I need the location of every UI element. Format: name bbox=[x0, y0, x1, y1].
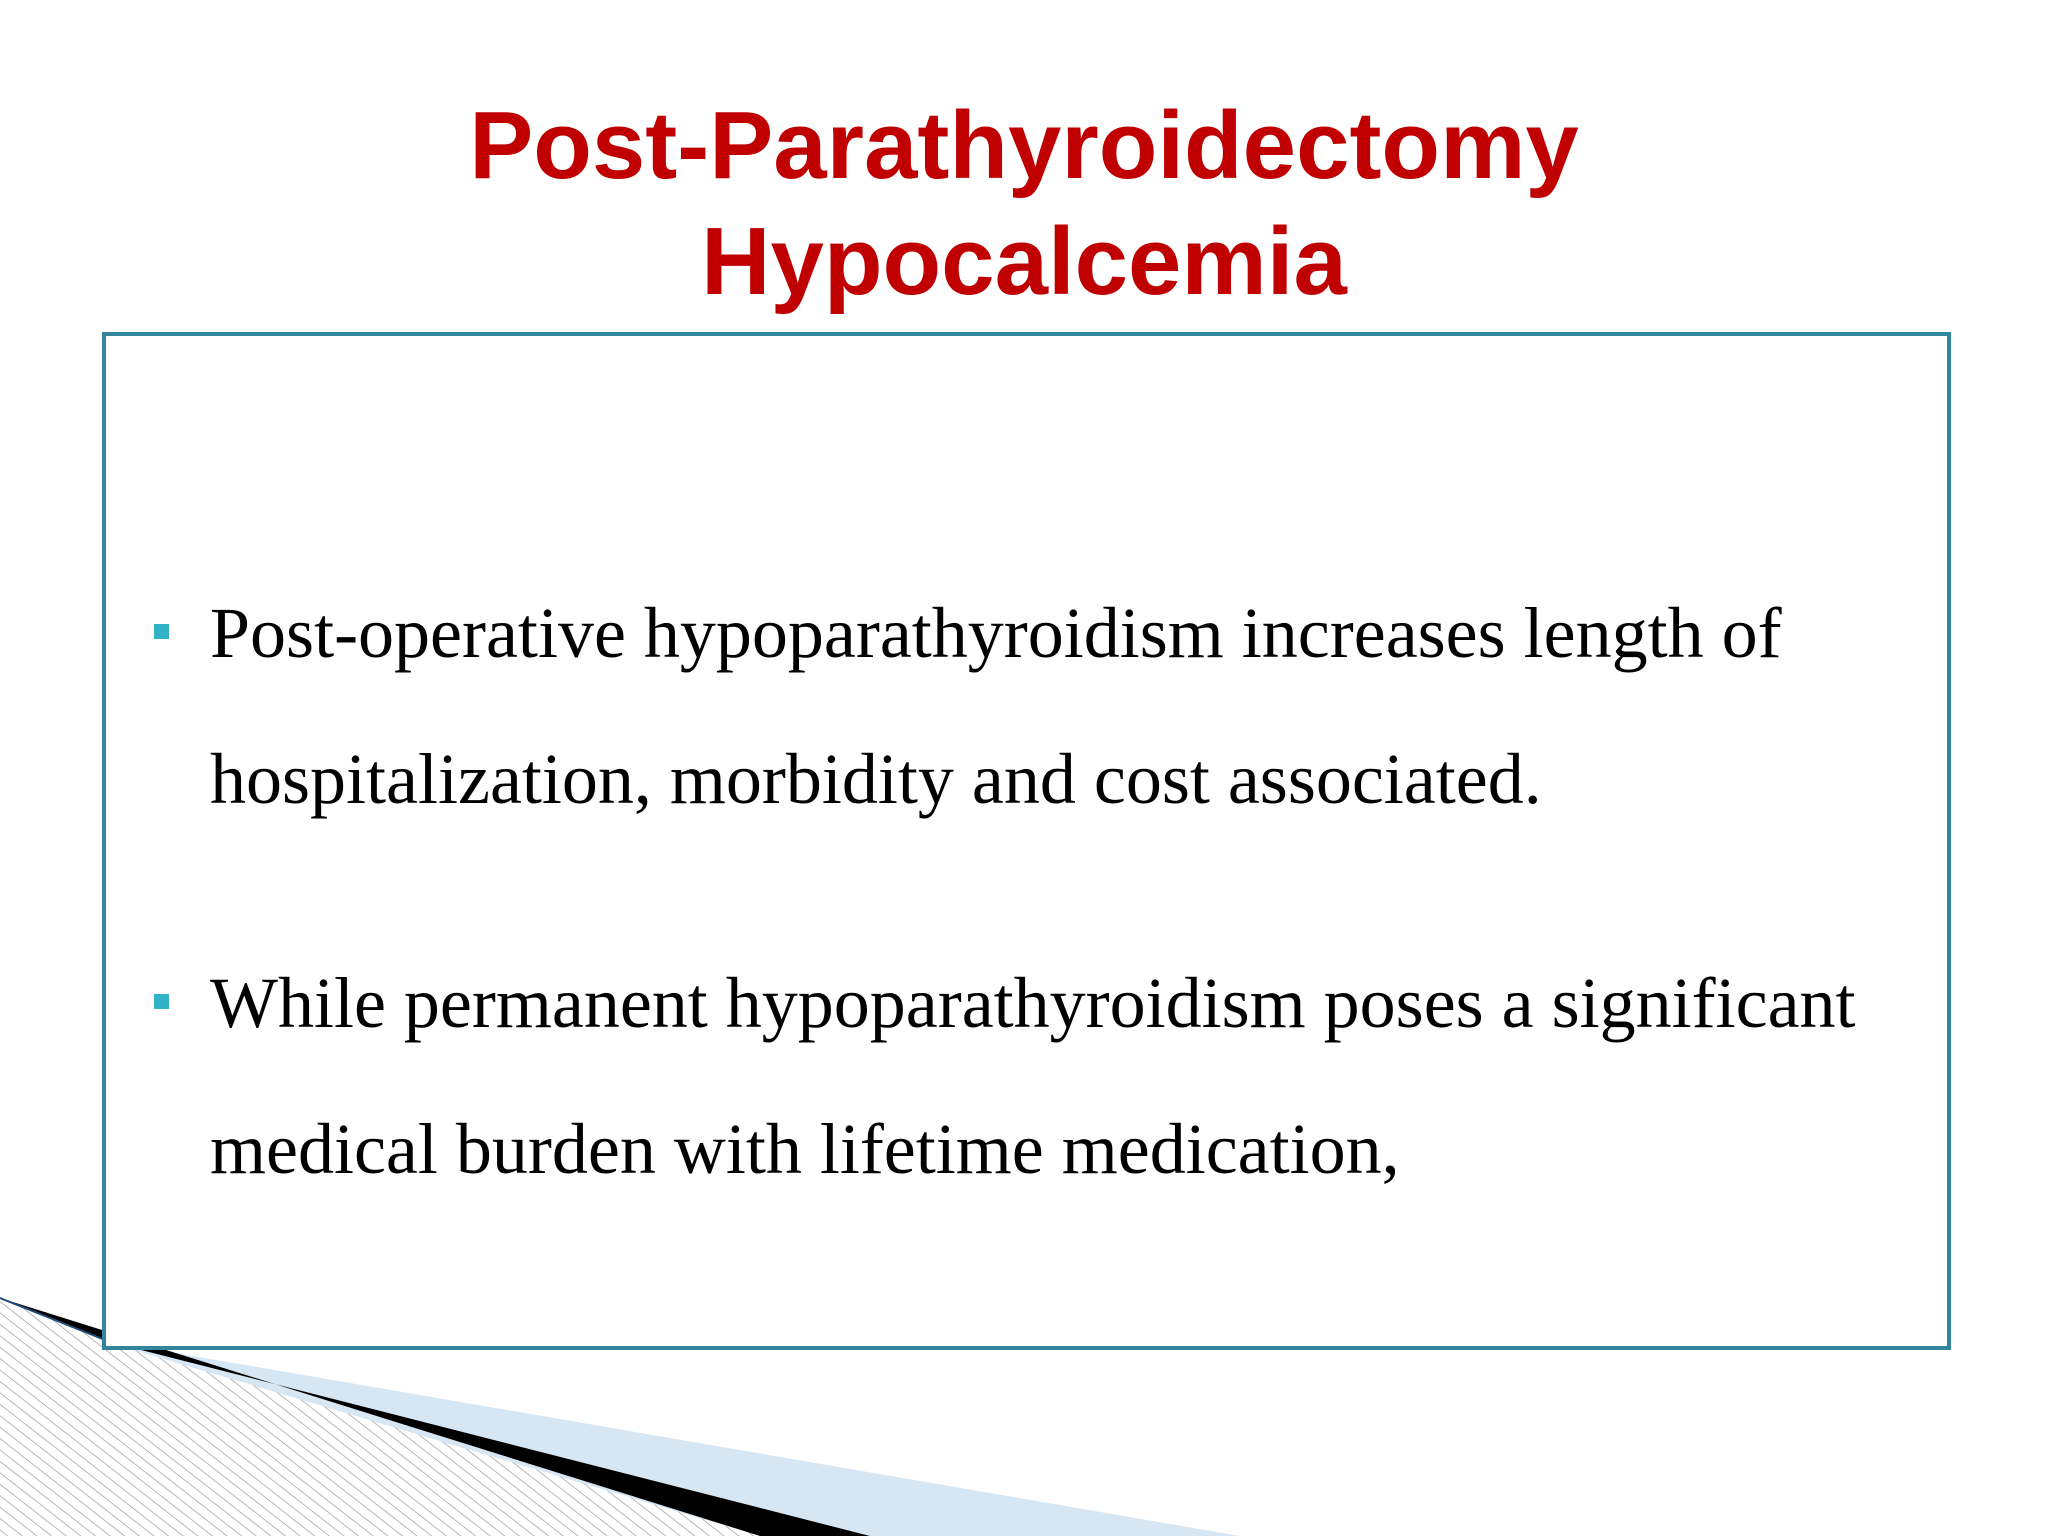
title-line-1: Post-Parathyroidectomy bbox=[469, 92, 1579, 199]
bullet-item bbox=[106, 930, 1947, 1222]
title-line-2: Hypocalcemia bbox=[701, 208, 1347, 315]
slide-title bbox=[0, 88, 2048, 320]
bullet-list bbox=[106, 560, 1947, 1300]
square-bullet-icon bbox=[154, 624, 169, 639]
bullet-item bbox=[106, 560, 1947, 852]
content-box bbox=[102, 332, 1951, 1350]
bullet-text: Post-operative hypoparathyroidism increases length of hospitalization, morbidity and cost associated. bbox=[210, 593, 1782, 819]
square-bullet-icon bbox=[154, 994, 169, 1009]
bullet-text: While permanent hypoparathyroidism poses a significant medical burden with lifetime medication, bbox=[210, 963, 1856, 1189]
